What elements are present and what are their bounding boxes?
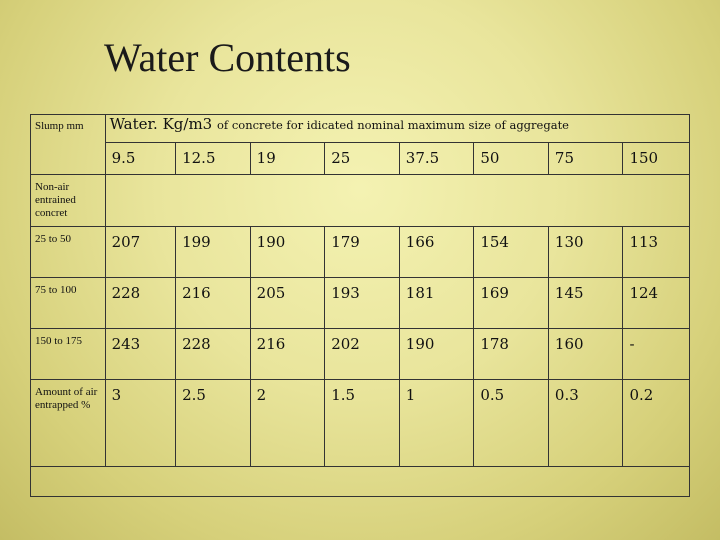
data-cell: 243 xyxy=(105,329,176,380)
size-cell: 9.5 xyxy=(105,143,176,175)
data-cell: 166 xyxy=(399,227,474,278)
data-cell: 113 xyxy=(623,227,690,278)
data-cell: 216 xyxy=(176,278,251,329)
data-cell: 228 xyxy=(105,278,176,329)
data-cell: - xyxy=(623,329,690,380)
data-cell: 216 xyxy=(250,329,325,380)
data-cell: 202 xyxy=(325,329,400,380)
size-cell: 75 xyxy=(548,143,623,175)
slide-title: Water Contents xyxy=(104,35,351,80)
data-cell: 1.5 xyxy=(325,380,400,467)
data-cell: 178 xyxy=(474,329,549,380)
data-cell: 228 xyxy=(176,329,251,380)
row-label: 75 to 100 xyxy=(31,278,106,329)
table-row xyxy=(31,278,690,329)
size-cell: 150 xyxy=(623,143,690,175)
data-cell: 1 xyxy=(399,380,474,467)
data-cell: 193 xyxy=(325,278,400,329)
data-cell: 0.5 xyxy=(474,380,549,467)
size-cell: 19 xyxy=(250,143,325,175)
data-cell: 205 xyxy=(250,278,325,329)
data-cell: 154 xyxy=(474,227,549,278)
slump-label: Slump mm xyxy=(31,115,106,175)
data-cell: 130 xyxy=(548,227,623,278)
data-cell: 124 xyxy=(623,278,690,329)
table-row xyxy=(31,329,690,380)
data-cell: 2 xyxy=(250,380,325,467)
data-cell: 145 xyxy=(548,278,623,329)
water-header xyxy=(105,115,689,143)
data-cell: 199 xyxy=(176,227,251,278)
water-header-main: Water. Kg/m3 xyxy=(109,115,213,133)
data-cell: 0.2 xyxy=(623,380,690,467)
data-cell: 190 xyxy=(250,227,325,278)
size-cell: 12.5 xyxy=(176,143,251,175)
data-cell: 2.5 xyxy=(176,380,251,467)
data-cell: 0.3 xyxy=(548,380,623,467)
size-cell: 50 xyxy=(474,143,549,175)
section-empty-cell xyxy=(105,175,689,227)
water-header-sub: of concrete for idicated nominal maximum size of aggregate xyxy=(217,118,569,132)
empty-footer-row xyxy=(31,467,690,497)
size-cell: 37.5 xyxy=(399,143,474,175)
data-cell: 207 xyxy=(105,227,176,278)
data-cell: 169 xyxy=(474,278,549,329)
data-cell: 3 xyxy=(105,380,176,467)
table-row xyxy=(31,380,690,467)
section-label: Non-air entrained concret xyxy=(31,175,106,227)
table-row xyxy=(31,227,690,278)
data-cell: 160 xyxy=(548,329,623,380)
row-label: Amount of air entrapped % xyxy=(31,380,106,467)
row-label: 150 to 175 xyxy=(31,329,106,380)
data-cell: 179 xyxy=(325,227,400,278)
water-content-table xyxy=(30,114,690,497)
data-cell: 190 xyxy=(399,329,474,380)
size-cell: 25 xyxy=(325,143,400,175)
row-label: 25 to 50 xyxy=(31,227,106,278)
data-cell: 181 xyxy=(399,278,474,329)
